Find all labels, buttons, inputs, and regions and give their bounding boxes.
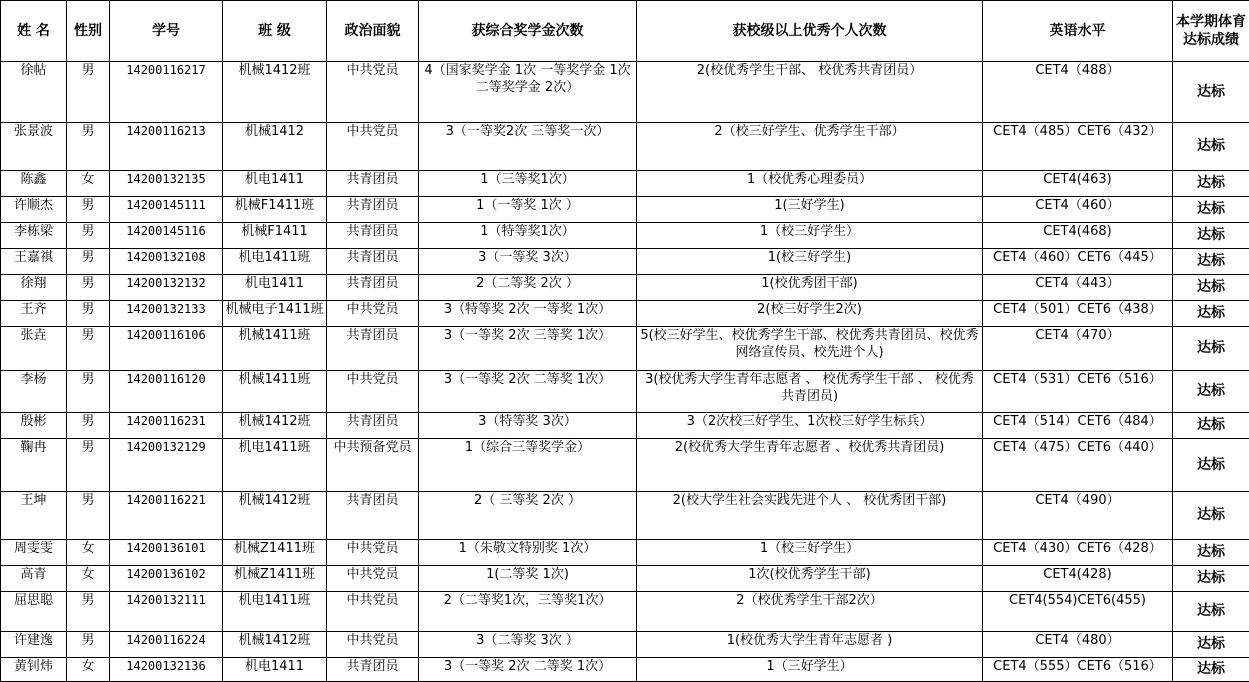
cell-political-status: 共青团员: [327, 492, 419, 540]
table-row: [1, 492, 1249, 540]
cell-english-level: CET4(554)CET6(455): [983, 592, 1173, 632]
cell-honors: 1（校优秀心理委员）: [637, 171, 983, 197]
cell-pe-result: 达标: [1173, 301, 1249, 327]
cell-english-level: CET4（460）CET6（445）: [983, 249, 1173, 275]
cell-political-status: 中共党员: [327, 592, 419, 632]
cell-scholarship: 3（一等奖 2次 三等奖 1次）: [419, 327, 637, 371]
cell-student-id: 14200145111: [110, 197, 223, 223]
cell-gender: 男: [67, 223, 110, 249]
cell-political-status: 共青团员: [327, 413, 419, 439]
cell-name: 李栋梁: [1, 223, 67, 249]
cell-pe-result: 达标: [1173, 632, 1249, 658]
header-scholarship-count: 获综合奖学金次数: [419, 1, 637, 62]
cell-honors: 1(校优秀团干部): [637, 275, 983, 301]
cell-honors: 2（校优秀学生干部2次）: [637, 592, 983, 632]
cell-english-level: CET4（430）CET6（428）: [983, 540, 1173, 566]
cell-scholarship: 1（朱敬文特别奖 1次）: [419, 540, 637, 566]
cell-class: 机电1411班: [223, 249, 327, 275]
cell-political-status: 中共党员: [327, 62, 419, 123]
cell-pe-result: 达标: [1173, 566, 1249, 592]
cell-pe-result: 达标: [1173, 62, 1249, 123]
table-row: [1, 62, 1249, 123]
cell-student-id: 14200132135: [110, 171, 223, 197]
cell-name: 黄钊炜: [1, 658, 67, 682]
table-row: [1, 123, 1249, 171]
cell-scholarship: 3（一等奖 3次）: [419, 249, 637, 275]
cell-english-level: CET4(428): [983, 566, 1173, 592]
cell-gender: 男: [67, 592, 110, 632]
cell-honors: 2(校优秀大学生青年志愿者 、校优秀共青团员): [637, 439, 983, 492]
cell-student-id: 14200116106: [110, 327, 223, 371]
cell-english-level: CET4（480）: [983, 632, 1173, 658]
cell-name: 王坤: [1, 492, 67, 540]
cell-student-id: 14200116221: [110, 492, 223, 540]
cell-class: 机械1412班: [223, 632, 327, 658]
cell-english-level: CET4(468): [983, 223, 1173, 249]
cell-name: 李杨: [1, 371, 67, 413]
cell-gender: 男: [67, 197, 110, 223]
header-class: 班 级: [223, 1, 327, 62]
cell-english-level: CET4（475）CET6（440）: [983, 439, 1173, 492]
header-gender: 性别: [67, 1, 110, 62]
cell-political-status: 中共党员: [327, 301, 419, 327]
cell-gender: 男: [67, 439, 110, 492]
cell-class: 机械Z1411班: [223, 566, 327, 592]
cell-pe-result: 达标: [1173, 275, 1249, 301]
cell-gender: 女: [67, 658, 110, 682]
header-row: [1, 1, 1249, 62]
cell-class: 机械电子1411班: [223, 301, 327, 327]
cell-english-level: CET4（443）: [983, 275, 1173, 301]
cell-name: 徐帖: [1, 62, 67, 123]
cell-honors: 2(校三好学生2次): [637, 301, 983, 327]
table-row: [1, 566, 1249, 592]
cell-student-id: 14200136101: [110, 540, 223, 566]
cell-name: 鞠冉: [1, 439, 67, 492]
cell-name: 张垚: [1, 327, 67, 371]
cell-english-level: CET4(463): [983, 171, 1173, 197]
header-name: 姓 名: [1, 1, 67, 62]
header-pe-result: 本学期体育达标成绩: [1173, 1, 1249, 62]
cell-political-status: 共青团员: [327, 327, 419, 371]
cell-scholarship: 3（特等奖 3次）: [419, 413, 637, 439]
cell-name: 徐翔: [1, 275, 67, 301]
cell-english-level: CET4（514）CET6（484）: [983, 413, 1173, 439]
cell-honors: 1(校三好学生): [637, 249, 983, 275]
cell-name: 高青: [1, 566, 67, 592]
cell-english-level: CET4（501）CET6（438）: [983, 301, 1173, 327]
cell-student-id: 14200132133: [110, 301, 223, 327]
cell-english-level: CET4（485）CET6（432）: [983, 123, 1173, 171]
cell-class: 机械1412班: [223, 62, 327, 123]
cell-english-level: CET4（488）: [983, 62, 1173, 123]
cell-pe-result: 达标: [1173, 592, 1249, 632]
header-honor-count: 获校级以上优秀个人次数: [637, 1, 983, 62]
cell-class: 机电1411: [223, 275, 327, 301]
cell-political-status: 共青团员: [327, 171, 419, 197]
cell-political-status: 共青团员: [327, 197, 419, 223]
cell-class: 机械1411班: [223, 371, 327, 413]
cell-gender: 男: [67, 301, 110, 327]
cell-scholarship: 3（二等奖 3次 ）: [419, 632, 637, 658]
cell-pe-result: 达标: [1173, 327, 1249, 371]
cell-political-status: 中共党员: [327, 371, 419, 413]
cell-class: 机械1412班: [223, 413, 327, 439]
cell-student-id: 14200145116: [110, 223, 223, 249]
table-row: [1, 371, 1249, 413]
cell-english-level: CET4（531）CET6（516）: [983, 371, 1173, 413]
cell-political-status: 中共党员: [327, 123, 419, 171]
cell-pe-result: 达标: [1173, 223, 1249, 249]
cell-scholarship: 1（一等奖 1次 ）: [419, 197, 637, 223]
cell-english-level: CET4（460）: [983, 197, 1173, 223]
cell-gender: 男: [67, 123, 110, 171]
cell-pe-result: 达标: [1173, 439, 1249, 492]
cell-gender: 男: [67, 632, 110, 658]
cell-scholarship: 3（一等奖2次 三等奖一次）: [419, 123, 637, 171]
cell-pe-result: 达标: [1173, 413, 1249, 439]
cell-pe-result: 达标: [1173, 658, 1249, 682]
cell-honors: 1次(校优秀学生干部): [637, 566, 983, 592]
cell-student-id: 14200116217: [110, 62, 223, 123]
cell-name: 屈思聪: [1, 592, 67, 632]
cell-honors: 1(校优秀大学生青年志愿者 ): [637, 632, 983, 658]
cell-gender: 男: [67, 249, 110, 275]
cell-student-id: 14200132111: [110, 592, 223, 632]
table-row: [1, 275, 1249, 301]
header-political-status: 政治面貌: [327, 1, 419, 62]
cell-scholarship: 4（国家奖学金 1次 一等奖学金 1次 二等奖学金 2次）: [419, 62, 637, 123]
cell-scholarship: 1（特等奖1次）: [419, 223, 637, 249]
header-student-id: 学号: [110, 1, 223, 62]
cell-gender: 男: [67, 413, 110, 439]
cell-class: 机电1411班: [223, 439, 327, 492]
cell-gender: 男: [67, 371, 110, 413]
cell-pe-result: 达标: [1173, 371, 1249, 413]
cell-political-status: 共青团员: [327, 658, 419, 682]
cell-honors: 1(三好学生): [637, 197, 983, 223]
table-row: [1, 658, 1249, 682]
cell-class: 机电1411: [223, 171, 327, 197]
cell-scholarship: 1（三等奖1次）: [419, 171, 637, 197]
cell-student-id: 14200136102: [110, 566, 223, 592]
cell-student-id: 14200116231: [110, 413, 223, 439]
cell-scholarship: 3（特等奖 2次 一等奖 1次）: [419, 301, 637, 327]
cell-scholarship: 2（ 三等奖 2次 ）: [419, 492, 637, 540]
cell-pe-result: 达标: [1173, 123, 1249, 171]
table-row: [1, 301, 1249, 327]
cell-class: 机械F1411班: [223, 197, 327, 223]
cell-political-status: 中共党员: [327, 540, 419, 566]
cell-student-id: 14200132136: [110, 658, 223, 682]
cell-honors: 3(校优秀大学生青年志愿者 、 校优秀学生干部 、 校优秀共青团员): [637, 371, 983, 413]
cell-political-status: 共青团员: [327, 249, 419, 275]
header-english-level: 英语水平: [983, 1, 1173, 62]
cell-class: 机械1412班: [223, 492, 327, 540]
cell-scholarship: 3（一等奖 2次 二等奖 1次）: [419, 658, 637, 682]
cell-gender: 女: [67, 566, 110, 592]
cell-political-status: 中共预备党员: [327, 439, 419, 492]
cell-scholarship: 1(二等奖 1次): [419, 566, 637, 592]
cell-pe-result: 达标: [1173, 197, 1249, 223]
cell-class: 机械F1411: [223, 223, 327, 249]
cell-student-id: 14200132129: [110, 439, 223, 492]
table-row: [1, 439, 1249, 492]
table-row: [1, 327, 1249, 371]
cell-political-status: 中共党员: [327, 632, 419, 658]
cell-name: 许建逸: [1, 632, 67, 658]
cell-gender: 男: [67, 62, 110, 123]
cell-pe-result: 达标: [1173, 540, 1249, 566]
cell-class: 机电1411班: [223, 592, 327, 632]
cell-scholarship: 2（二等奖 2次 ）: [419, 275, 637, 301]
cell-honors: 3（2次校三好学生、1次校三好学生标兵）: [637, 413, 983, 439]
cell-english-level: CET4（490）: [983, 492, 1173, 540]
cell-class: 机电1411: [223, 658, 327, 682]
cell-honors: 5(校三好学生、校优秀学生干部、校优秀共青团员、校优秀网络宣传员、校先进个人): [637, 327, 983, 371]
table-row: [1, 632, 1249, 658]
cell-student-id: 14200132132: [110, 275, 223, 301]
table-row: [1, 413, 1249, 439]
cell-name: 王嘉祺: [1, 249, 67, 275]
cell-political-status: 共青团员: [327, 223, 419, 249]
table-row: [1, 171, 1249, 197]
table-row: [1, 540, 1249, 566]
cell-honors: 2（校三好学生、优秀学生干部）: [637, 123, 983, 171]
cell-honors: 1（校三好学生）: [637, 223, 983, 249]
cell-political-status: 中共党员: [327, 566, 419, 592]
cell-student-id: 14200132108: [110, 249, 223, 275]
cell-pe-result: 达标: [1173, 249, 1249, 275]
cell-honors: 1（三好学生）: [637, 658, 983, 682]
cell-class: 机械1411班: [223, 327, 327, 371]
cell-class: 机械1412: [223, 123, 327, 171]
cell-class: 机械Z1411班: [223, 540, 327, 566]
cell-name: 陈鑫: [1, 171, 67, 197]
cell-honors: 1（校三好学生）: [637, 540, 983, 566]
cell-name: 周雯雯: [1, 540, 67, 566]
cell-english-level: CET4（555）CET6（516）: [983, 658, 1173, 682]
cell-english-level: CET4（470）: [983, 327, 1173, 371]
cell-student-id: 14200116213: [110, 123, 223, 171]
cell-scholarship: 3（一等奖 2次 二等奖 1次）: [419, 371, 637, 413]
cell-gender: 女: [67, 540, 110, 566]
cell-gender: 男: [67, 327, 110, 371]
cell-political-status: 共青团员: [327, 275, 419, 301]
cell-honors: 2(校大学生社会实践先进个人 、 校优秀团干部): [637, 492, 983, 540]
cell-gender: 男: [67, 492, 110, 540]
table-row: [1, 592, 1249, 632]
cell-student-id: 14200116224: [110, 632, 223, 658]
cell-honors: 2(校优秀学生干部、 校优秀共青团员）: [637, 62, 983, 123]
cell-scholarship: 2（二等奖1次，三等奖1次）: [419, 592, 637, 632]
cell-gender: 女: [67, 171, 110, 197]
table-row: [1, 249, 1249, 275]
cell-name: 许顺杰: [1, 197, 67, 223]
cell-name: 王齐: [1, 301, 67, 327]
cell-name: 张景波: [1, 123, 67, 171]
cell-name: 殷彬: [1, 413, 67, 439]
cell-scholarship: 1（综合三等奖学金）: [419, 439, 637, 492]
cell-student-id: 14200116120: [110, 371, 223, 413]
cell-gender: 男: [67, 275, 110, 301]
cell-pe-result: 达标: [1173, 171, 1249, 197]
cell-pe-result: 达标: [1173, 492, 1249, 540]
table-row: [1, 197, 1249, 223]
table-row: [1, 223, 1249, 249]
